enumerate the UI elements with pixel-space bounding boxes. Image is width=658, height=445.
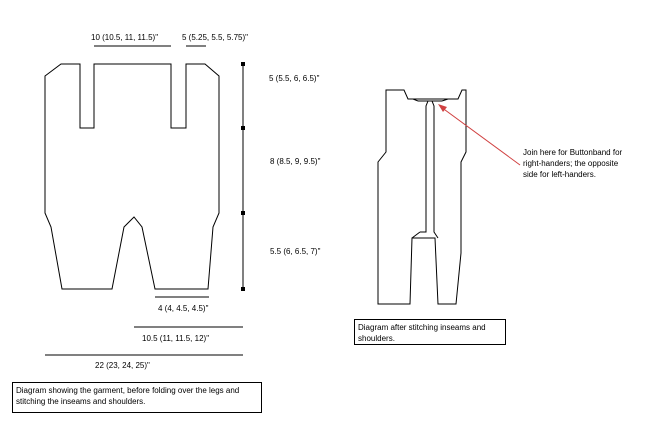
label-top-width: 10 (10.5, 11, 11.5)" <box>91 33 159 42</box>
dim-tick-body <box>241 211 245 215</box>
buttonband-arrow-line <box>441 107 520 165</box>
label-full-width: 22 (23, 24, 25)" <box>95 361 150 370</box>
dim-tick-strap <box>241 126 245 130</box>
label-leg-height: 5.5 (6, 6.5, 7)" <box>270 247 321 256</box>
dim-tick-top <box>241 62 245 66</box>
center-placket <box>420 101 438 238</box>
dim-tick-bottom <box>241 287 245 291</box>
label-strap-height: 5 (5.5, 6, 6.5)" <box>269 74 320 83</box>
buttonband-note: Join here for Buttonband for right-handers; the opposite side for left-handers. <box>523 148 623 179</box>
label-leg-gap: 4 (4, 4.5, 4.5)" <box>158 304 209 313</box>
flat-garment-outline <box>45 64 219 289</box>
label-bottom-half: 10.5 (11, 11.5, 12)" <box>142 334 210 343</box>
inseam-left <box>412 232 420 238</box>
caption-flat-diagram: Diagram showing the garment, before folding over the legs and stitching the inseams and shoulders. <box>12 382 262 413</box>
caption-stitched-diagram: Diagram after stitching inseams and shoulders. <box>354 319 506 345</box>
folded-garment-outline <box>378 90 466 304</box>
label-strap-width: 5 (5.25, 5.5, 5.75)" <box>182 33 248 42</box>
label-body-height: 8 (8.5, 9, 9.5)" <box>270 157 321 166</box>
